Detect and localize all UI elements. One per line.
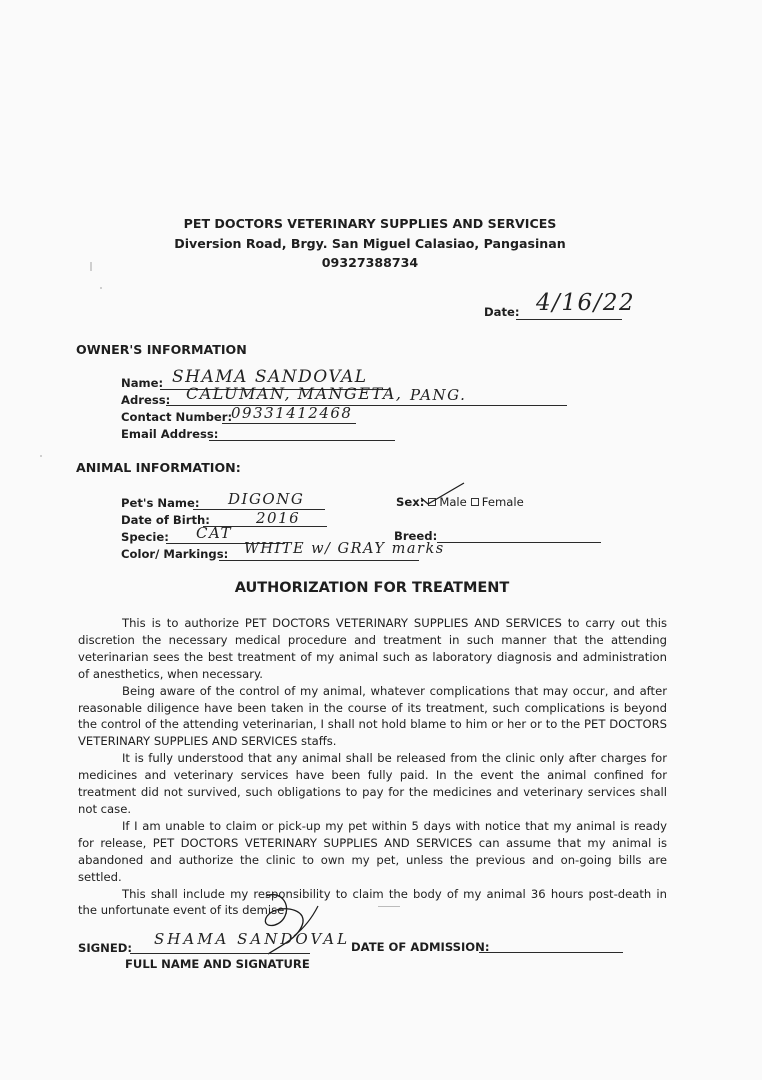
name-value[interactable]: SHAMA SANDOVAL xyxy=(172,367,368,387)
stray-mark xyxy=(378,906,400,907)
signed-value[interactable]: SHAMA SANDOVAL xyxy=(154,930,351,948)
sex-label: Sex: xyxy=(396,495,425,509)
authorization-paragraph: If I am unable to claim or pick-up my pet within 5 days with notice that my animal is ready for release, PET DOCTORS VETERINARY SUPPLIES AND SERVICES can assume that my animal is abandoned and authorize the clinic to own my pet, unless the previous and on-going bills are settled. xyxy=(78,818,667,884)
address-value[interactable]: CALUMAN, MANGETA, xyxy=(186,384,403,403)
authorization-body xyxy=(78,615,667,919)
specie-value[interactable]: CAT xyxy=(196,524,232,542)
admission-line[interactable] xyxy=(479,952,623,953)
color-value[interactable]: WHITE w/ GRAY marks xyxy=(244,541,445,557)
animal-heading: ANIMAL INFORMATION: xyxy=(76,460,241,475)
signed-line xyxy=(130,953,310,954)
email-label: Email Address: xyxy=(121,427,219,441)
breed-label: Breed: xyxy=(394,529,438,543)
authorization-paragraph: This is to authorize PET DOCTORS VETERINARY SUPPLIES AND SERVICES to carry out this discretion the necessary medical procedure and treatment in such manner that the attending veterinarian sees the best treatment of my animal such as laboratory diagnosis and administration of anesthetics, when necessary. xyxy=(78,616,667,681)
pet-name-value[interactable]: DIGONG xyxy=(228,490,305,508)
date-label: Date: xyxy=(484,305,520,319)
email-line[interactable] xyxy=(209,440,395,441)
authorization-title: AUTHORIZATION FOR TREATMENT xyxy=(234,580,510,596)
male-label: Male xyxy=(439,495,467,509)
female-label: Female xyxy=(481,495,524,509)
dob-label: Date of Birth: xyxy=(121,513,210,527)
clinic-address: Diversion Road, Brgy. San Miguel Calasiao, Pangasinan xyxy=(174,236,566,251)
paper-speck xyxy=(40,455,42,457)
signature-caption: FULL NAME AND SIGNATURE xyxy=(125,957,310,971)
authorization-paragraph: Being aware of the control of my animal, whatever complications that may occur, and after reasonable diligence have been taken in the course of its treatment, such complications is beyond the control of the attending veterinarian, I shall not hold blame to him or her or to the PET DOCTORS VETERINARY SUPPLIES AND SERVICES staffs. xyxy=(78,683,667,749)
male-check-mark xyxy=(418,480,468,506)
date-value[interactable]: 4/16/22 xyxy=(536,290,636,316)
specie-label: Specie: xyxy=(121,530,169,544)
address-label: Adress: xyxy=(121,393,171,407)
clinic-name: PET DOCTORS VETERINARY SUPPLIES AND SERVICES xyxy=(183,216,557,231)
female-checkbox[interactable] xyxy=(471,498,479,506)
address-line xyxy=(166,405,567,406)
breed-line[interactable] xyxy=(437,542,601,543)
contact-line xyxy=(222,423,356,424)
paper-speck xyxy=(100,287,102,289)
dob-value[interactable]: 2016 xyxy=(256,509,301,527)
signed-label: SIGNED: xyxy=(78,941,133,955)
address-value-2[interactable]: PANG. xyxy=(410,386,467,404)
date-line xyxy=(516,319,622,320)
admission-label: DATE OF ADMISSION: xyxy=(351,940,490,954)
authorization-paragraph: This shall include my responsibility to claim the body of my animal 36 hours post-death in the unfortunate event of its demise. xyxy=(78,886,667,918)
name-label: Name: xyxy=(121,376,164,390)
signature-scribble xyxy=(200,884,350,964)
owner-heading: OWNER'S INFORMATION xyxy=(76,342,247,357)
pet-name-label: Pet's Name: xyxy=(121,496,200,510)
contact-value[interactable]: 09331412468 xyxy=(231,404,353,422)
clinic-phone: 09327388734 xyxy=(321,255,419,270)
authorization-paragraph: It is fully understood that any animal shall be released from the clinic only after charges for medicines and veterinary services have been fully paid. In the event the animal confined for treatment did not survived, such obligations to pay for the medicines and veterinary services shall not case. xyxy=(78,751,667,816)
color-line xyxy=(219,560,419,561)
contact-label: Contact Number: xyxy=(121,410,233,424)
color-label: Color/ Markings: xyxy=(121,547,229,561)
